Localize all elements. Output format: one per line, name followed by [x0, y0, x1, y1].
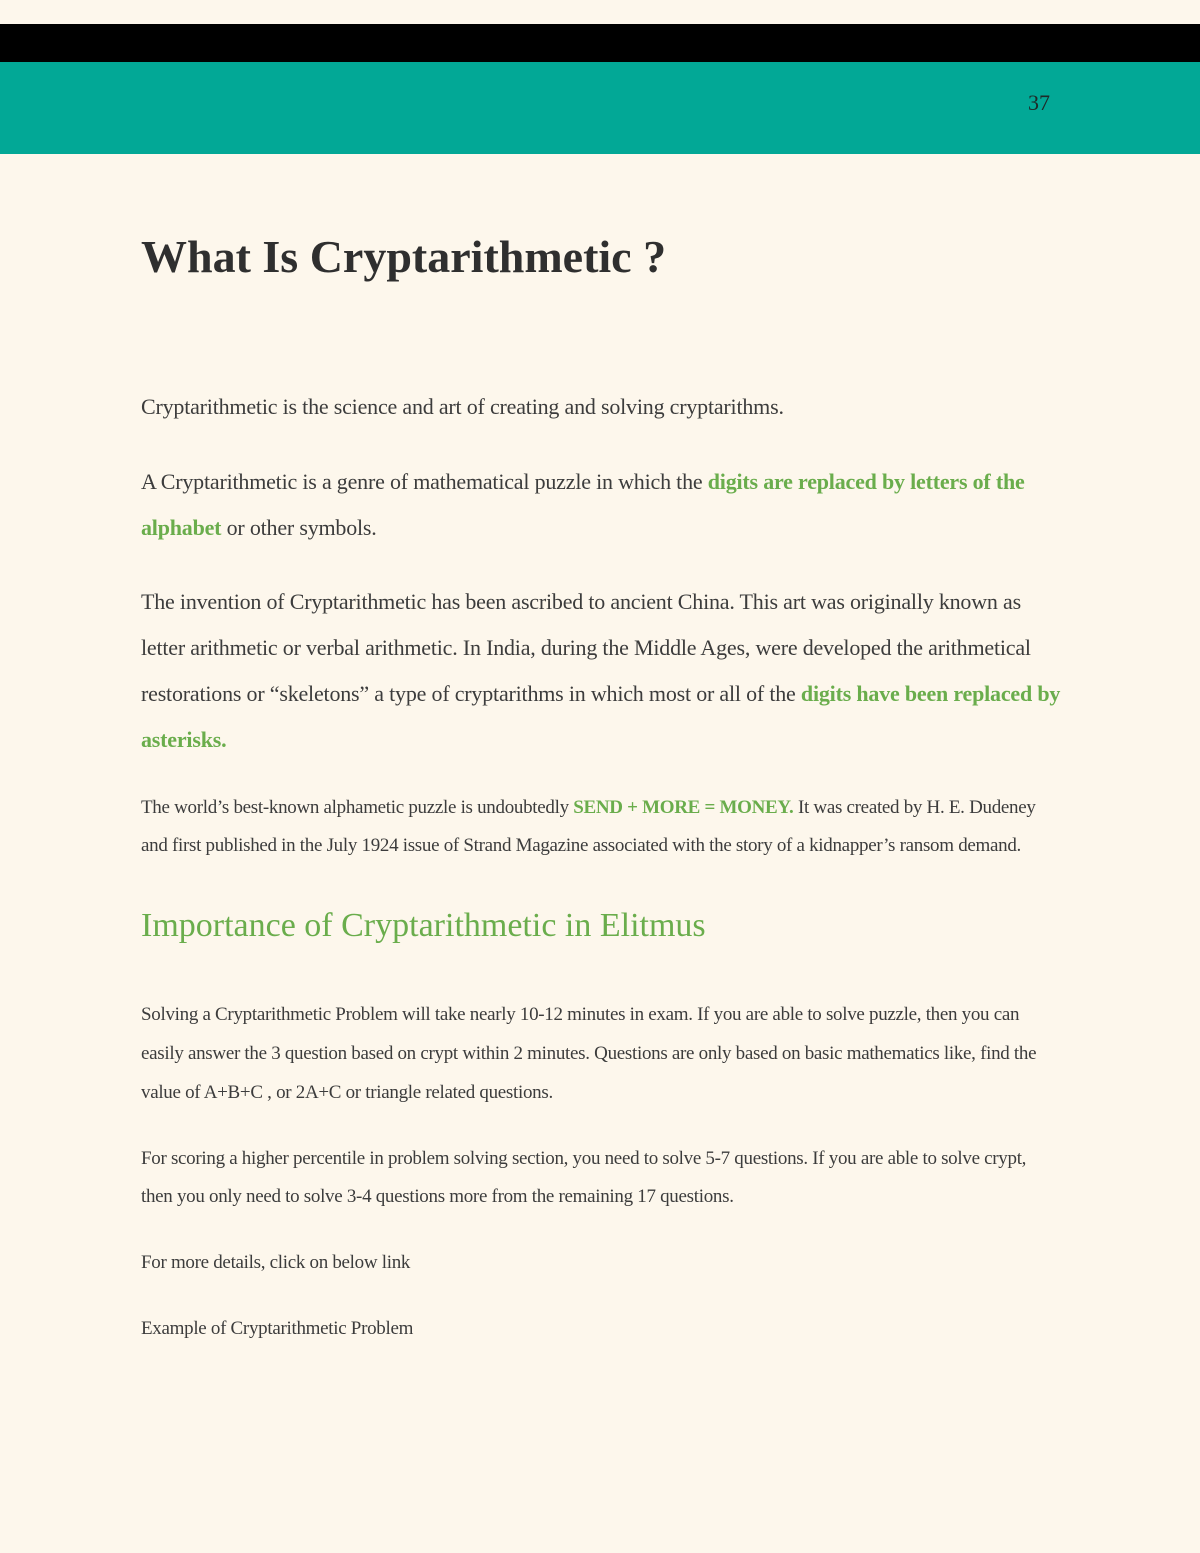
page-content: [141, 222, 1061, 1348]
elitmus-paragraph-2: For scoring a higher percentile in problem solving section, you need to solve 5-7 questions. If you are able to solve crypt, then you only need to solve 3-4 questions more from the remaining 17 questions.: [141, 1148, 1027, 1207]
header-band: [0, 62, 1200, 154]
elitmus-paragraph-1: Solving a Cryptarithmetic Problem will take nearly 10-12 minutes in exam. If you are able to solve puzzle, then you can easily answer the 3 question based on crypt within 2 minutes. Questions are only based on basic mathematics like, find the value of A+B+C , or 2A+C or triangle related questions.: [141, 1004, 1037, 1103]
definition-highlight: digits are replaced by letters of the alphabet: [141, 469, 1025, 540]
history-highlight: digits have been replaced by asterisks: [141, 681, 1061, 752]
section-title: Importance of Cryptarithmetic in Elitmus: [141, 907, 706, 944]
top-black-bar: [0, 24, 1200, 62]
page-title: What Is Cryptarithmetic ?: [141, 231, 667, 282]
example-link-text[interactable]: Example of Cryptarithmetic Problem: [141, 1318, 414, 1339]
definition-paragraph: [141, 459, 1061, 551]
more-details-text: For more details, click on below link: [141, 1252, 411, 1273]
intro-text: Cryptarithmetic is the science and art of creating and solving cryptarithms.: [141, 394, 784, 419]
alphametic-text-b: It was created by H. E. Dudeney and first published in the July 1924 issue of Strand Magazine associated with the story of a kidnapper’s ransom demand.: [141, 797, 1036, 856]
alphametic-highlight: SEND + MORE = MONEY.: [573, 797, 794, 818]
definition-text-a: A Cryptarithmetic is a genre of mathematical puzzle in which the: [141, 469, 708, 494]
history-paragraph: [141, 579, 1061, 763]
history-text-a: The invention of Cryptarithmetic has been ascribed to ancient China. This art was originally known as letter arithmetic or verbal arithmetic. In India, during the Middle Ages, were developed the arithmetical restorations or “skeletons” a type of cryptarithms in which most or all of the: [141, 589, 1031, 706]
alphametic-paragraph: [141, 789, 1061, 865]
history-text-b: .: [221, 727, 227, 752]
intro-paragraph: [141, 384, 1061, 430]
page-number: 37: [1028, 90, 1050, 115]
definition-text-b: or other symbols.: [221, 515, 377, 540]
alphametic-text-a: The world’s best-known alphametic puzzle is undoubtedly: [141, 797, 574, 818]
